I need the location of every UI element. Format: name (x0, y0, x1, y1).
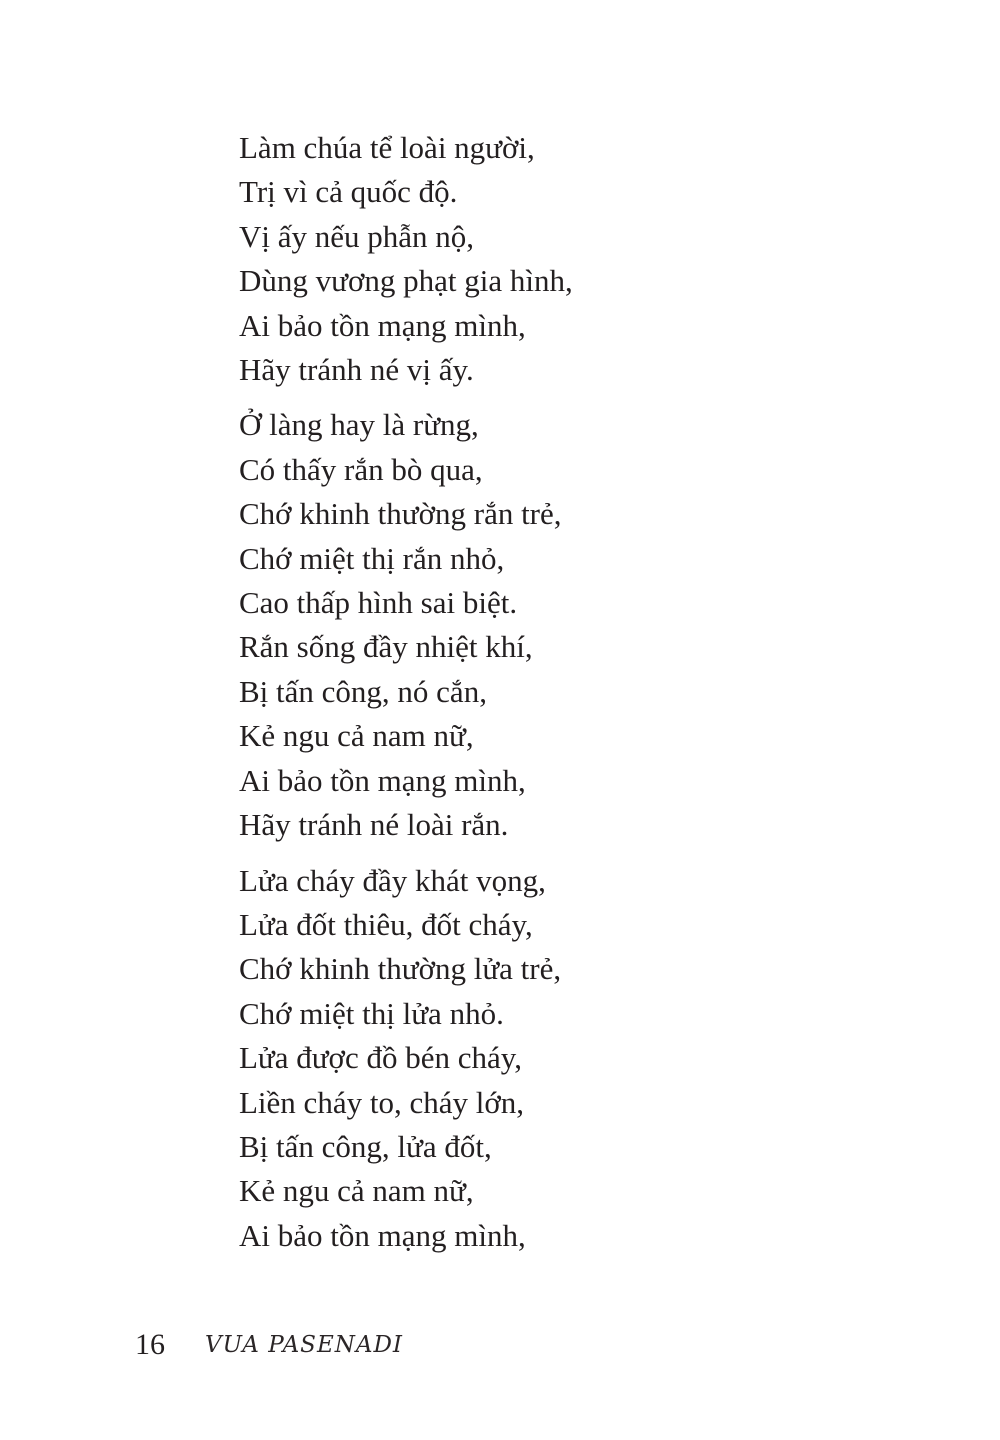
poem-line: Ai bảo tồn mạng mình, (239, 1217, 526, 1253)
poem-line: Cao thấp hình sai biệt. (239, 585, 518, 621)
stanza-2 (239, 403, 839, 847)
poem-line: Ai bảo tồn mạng mình, (239, 307, 526, 343)
poem-line: Lửa đốt thiêu, đốt cháy, (239, 906, 533, 942)
poem-line: Ai bảo tồn mạng mình, (239, 762, 526, 798)
poem-line: Chớ miệt thị rắn nhỏ, (239, 540, 505, 576)
poem-line: Liền cháy to, cháy lớn, (239, 1084, 524, 1120)
poem-line: Hãy tránh né loài rắn. (239, 807, 509, 843)
poem-line: Rắn sống đầy nhiệt khí, (239, 629, 533, 665)
poem-line: Chớ khinh thường lửa trẻ, (239, 951, 562, 987)
poem-line: Lửa được đồ bén cháy, (239, 1040, 522, 1076)
poem-line: Chớ khinh thường rắn trẻ, (239, 496, 562, 532)
poem-line: Trị vì cả quốc độ. (239, 174, 458, 210)
poem-line: Lửa cháy đầy khát vọng, (239, 862, 546, 898)
poem-line: Vị ấy nếu phẫn nộ, (239, 218, 475, 254)
stanza-3 (239, 859, 839, 1259)
poem-line: Dùng vương phạt gia hình, (239, 263, 573, 299)
poem-line: Làm chúa tể loài người, (239, 130, 535, 165)
page-number: 16 (135, 1328, 165, 1361)
poem-line: Ở làng hay là rừng, (239, 407, 479, 443)
poem-line: Có thấy rắn bò qua, (239, 451, 483, 487)
poem-line: Kẻ ngu cả nam nữ, (239, 718, 474, 754)
poem-body (239, 126, 839, 1258)
stanza-1 (239, 126, 839, 392)
poem-line: Kẻ ngu cả nam nữ, (239, 1173, 474, 1209)
running-title: VUA PASENADI (205, 1332, 403, 1358)
page-footer (135, 1323, 403, 1367)
poem-line: Bị tấn công, lửa đốt, (239, 1128, 492, 1164)
poem-line: Chớ miệt thị lửa nhỏ. (239, 995, 504, 1031)
poem-line: Hãy tránh né vị ấy. (239, 352, 474, 388)
poem-line: Bị tấn công, nó cắn, (239, 673, 487, 709)
